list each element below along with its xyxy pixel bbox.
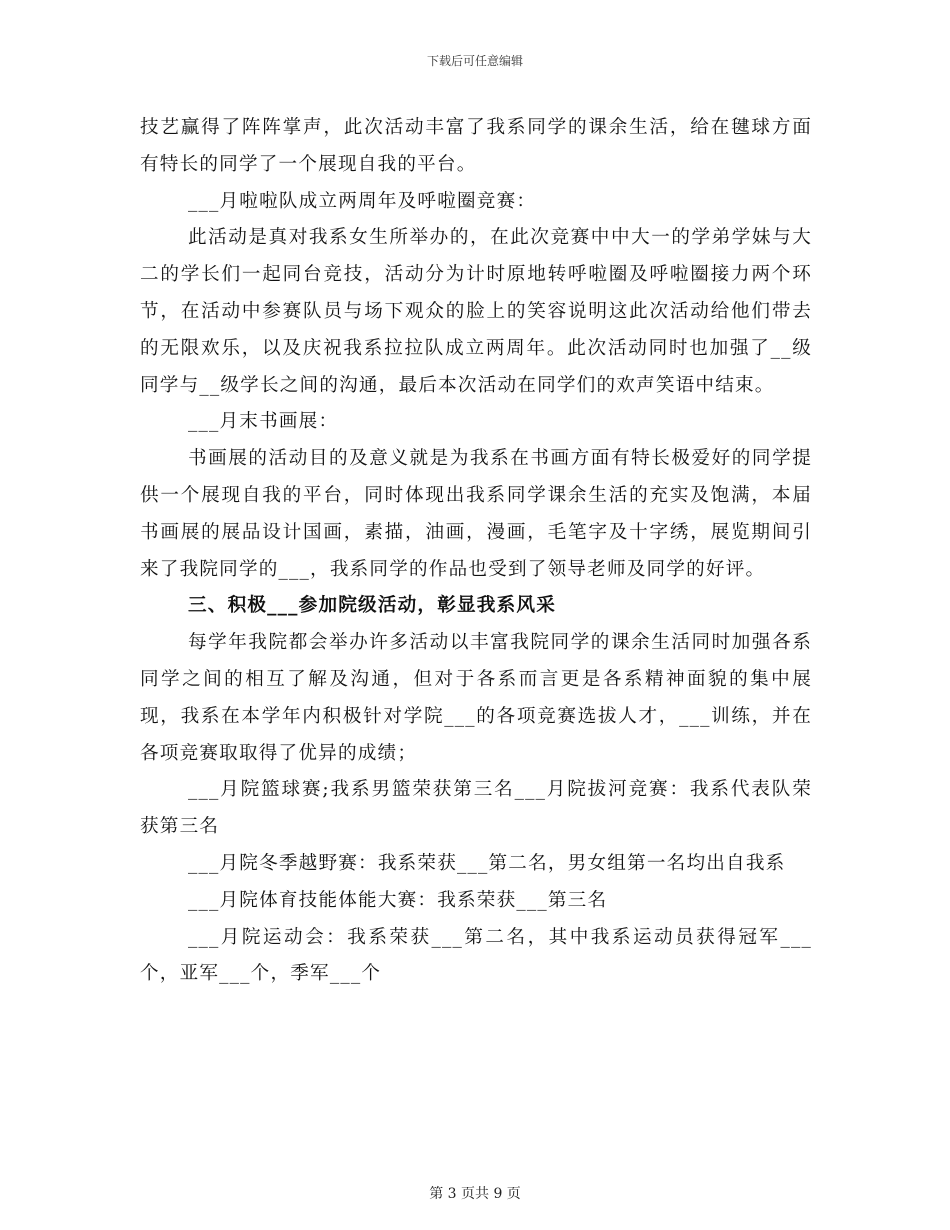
paragraph-calligraphy-title: ___月末书画展： [188,411,339,433]
paragraph-basketball-tugofwar: ___月院篮球赛;我系男篮荣获第三名___月院拔河竞赛：我系代表队荣获第三名 [140,779,812,838]
paragraph-cheerleading-body: 此活动是真对我系女生所举办的，在此次竞赛中中大一的学弟学妹与大二的学长们一起同台竞技，活动分为计时原地转呼啦圈及呼啦圈接力两个环节，在活动中参赛队员与场下观众的脸上的笑容说明这此次活动给他们带去的无限欢乐，以及庆祝我系拉拉队成立两周年。此次活动同时也加强了__级同学与__级学长之间的沟通，最后本次活动在同学们的欢声笑语中结束。 [140,227,812,396]
page-footer: 第 3 页共 9 页 [429,1186,521,1202]
paragraph-badminton-summary: 技艺赢得了阵阵掌声，此次活动丰富了我系同学的课余生活，给在毽球方面有特长的同学了一个展现自我的平台。 [140,117,812,175]
paragraph-sports-skills: ___月院体育技能体能大赛：我系荣获___第三名 [188,889,608,911]
paragraph-sports-meet: ___月院运动会：我系荣获___第二名，其中我系运动员获得冠军___个，亚军___个，季军___个 [140,926,812,985]
paragraph-college-activities: 每学年我院都会举办许多活动以丰富我院同学的课余生活同时加强各系同学之间的相互了解及沟通，但对于各系而言更是各系精神面貌的集中展现，我系在本学年内积极针对学院___的各项竞赛选拔人才，___训练，并在各项竞赛取取得了优异的成绩； [140,632,812,764]
paragraph-calligraphy-body: 书画展的活动目的及意义就是为我系在书画方面有特长极爱好的同学提供一个展现自我的平台，同时体现出我系同学课余生活的充实及饱满，本届书画展的展品设计国画，素描，油画，漫画，毛笔字及十字绣，展览期间引来了我院同学的___，我系同学的作品也受到了领导老师及同学的好评。 [140,448,812,580]
paragraph-cheerleading-title: ___月啦啦队成立两周年及呼啦圈竞赛： [188,190,537,212]
paragraph-cross-country: ___月院冬季越野赛：我系荣获___第二名，男女组第一名均出自我系 [188,852,786,874]
page-header: 下载后可任意编辑 [426,54,523,68]
document-body [140,110,812,993]
section-heading-three: 三、积极___参加院级活动，彰显我系风采 [188,595,556,617]
